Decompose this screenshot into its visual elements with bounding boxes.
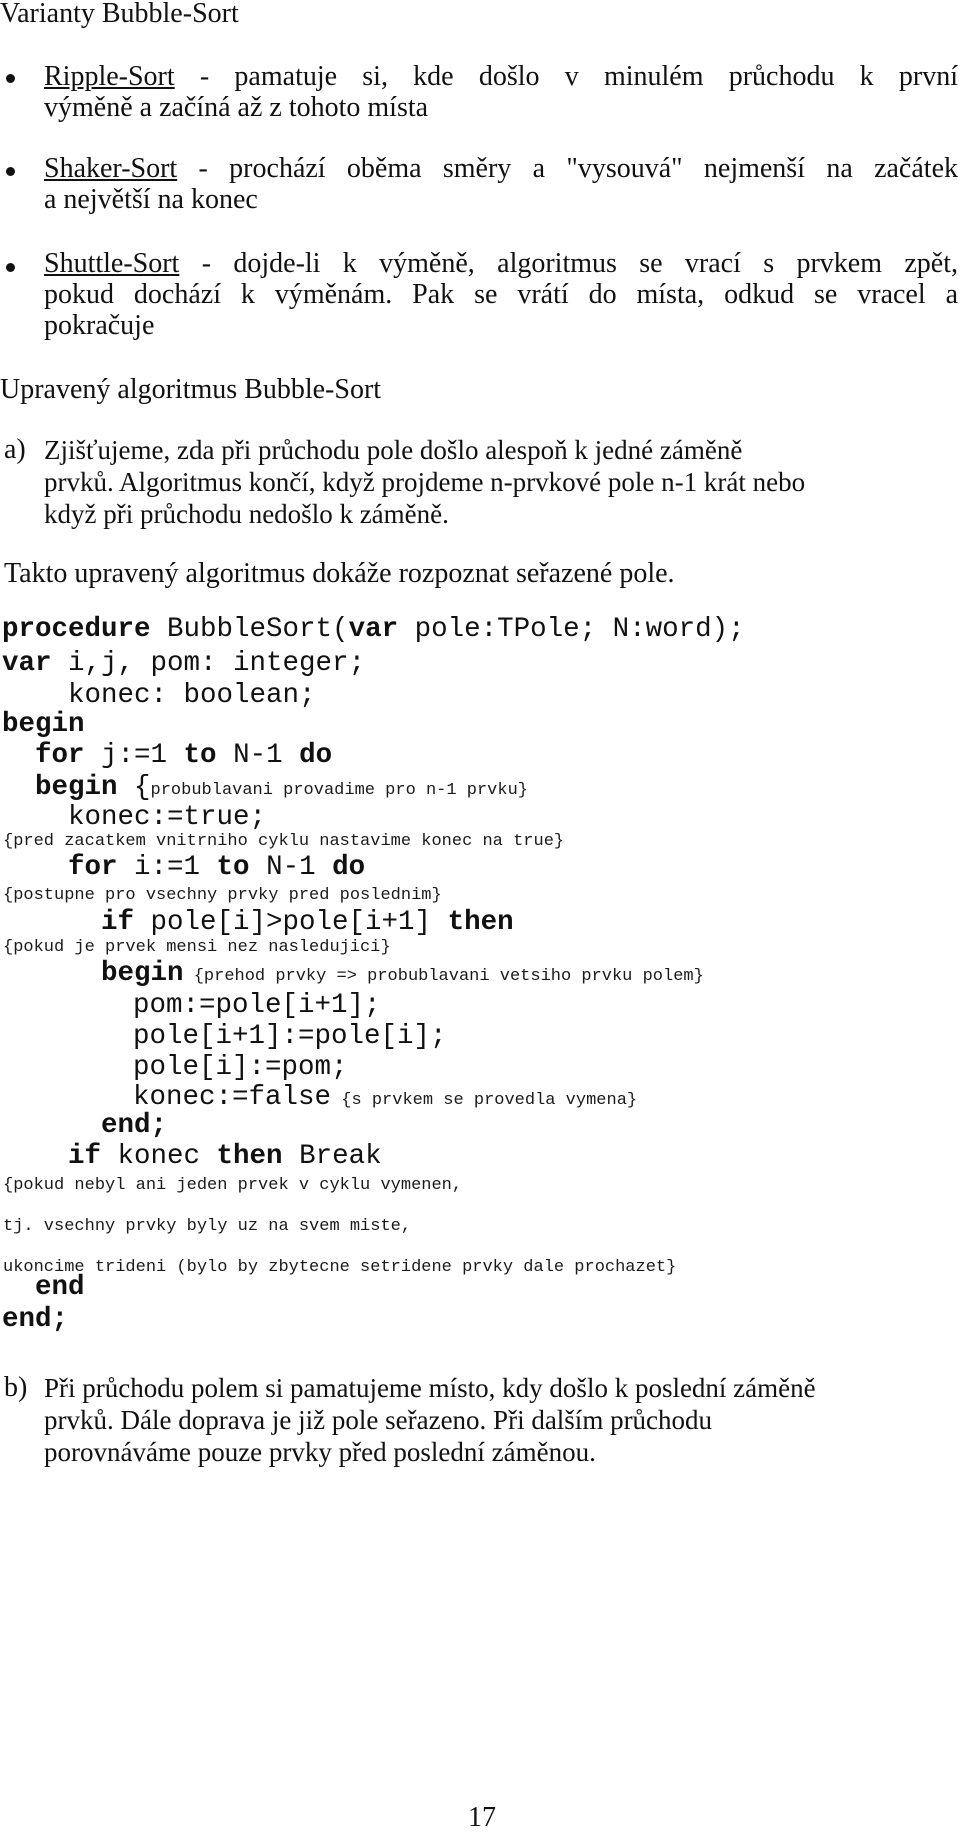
bullet-icon [6, 74, 15, 83]
point-a-marker: a) [4, 434, 26, 465]
variant-shaker-line2: a největší na konec [44, 184, 258, 215]
page-heading: Varianty Bubble-Sort [0, 0, 239, 29]
code-line-if-break: if konec then Break [68, 1141, 382, 1172]
bullet-icon [6, 167, 15, 176]
code-line-end-swap: end; [101, 1110, 168, 1141]
point-b-line2: prvků. Dále doprava je již pole seřazeno. Při dalším průchodu [44, 1405, 713, 1435]
code-line-for-inner: for i:=1 to N-1 do [68, 852, 366, 883]
point-b-line1: Při průchodu polem si pamatujeme místo, kdy došlo k poslední záměně [44, 1373, 816, 1403]
code-comment-nebyl: {pokud nebyl ani jeden prvek v cyklu vymenen, [3, 1176, 463, 1195]
code-line-for-outer: for j:=1 to N-1 do [35, 740, 333, 771]
code-line-swap2: pole[i+1]:=pole[i]; [133, 1021, 447, 1052]
variant-shuttle-line1: Shuttle-Sort - dojde-li k výměně, algoritmus se vrací s prvkem zpět, [44, 248, 958, 279]
code-line-if-compare: if pole[i]>pole[i+1] then [101, 907, 514, 938]
point-a-line1: Zjišťujeme, zda při průchodu pole došlo alespoň k jedné záměně [44, 435, 743, 465]
code-line-begin: begin [2, 709, 85, 740]
code-line-decl2: konec: boolean; [68, 680, 316, 711]
variant-shuttle-line2: pokud dochází k výměnám. Pak se vrátí do místa, odkud se vracel a [44, 279, 958, 310]
code-line-end-final: end; [2, 1304, 69, 1335]
point-b-marker: b) [4, 1372, 28, 1403]
bullet-icon [6, 263, 15, 272]
code-comment-postupne: {postupne pro vsechny prvky pred poslednim} [3, 886, 442, 905]
code-line-begin-outer: begin {probublavani provadime pro n-1 prvku} [35, 772, 528, 803]
code-comment-pred-zacatkem: {pred zacatkem vnitrniho cyklu nastavime konec na true} [3, 832, 565, 851]
code-line-konec-false: konec:=false {s prvkem se provedla vymena} [133, 1082, 638, 1113]
code-line-konec-true: konec:=true; [68, 802, 267, 833]
variant-shaker-line1: Shaker-Sort - prochází oběma směry a "vysouvá" nejmenší na začátek [44, 153, 958, 184]
summary-text: Takto upravený algoritmus dokáže rozpoznat seřazené pole. [4, 558, 675, 589]
page-number: 17 [468, 1802, 496, 1833]
point-b-line3: porovnáváme pouze prvky před poslední záměnou. [44, 1437, 596, 1467]
variant-ripple-name: Ripple-Sort [44, 61, 175, 92]
code-comment-ukoncime: ukoncime trideni (bylo by zbytecne setridene prvky dale prochazet} [3, 1258, 677, 1277]
variant-ripple-line1: Ripple-Sort - pamatuje si, kde došlo v minulém průchodu k první [44, 61, 958, 92]
point-a-line3: když při průchodu nedošlo k záměně. [44, 499, 449, 529]
variant-shuttle-name: Shuttle-Sort [44, 248, 180, 279]
variant-ripple-line2: výměně a začíná až z tohoto místa [44, 92, 429, 123]
point-a-line2: prvků. Algoritmus končí, když projdeme n-prvkové pole n-1 krát nebo [44, 467, 806, 497]
code-line-begin-swap: begin {prehod prvky => probublavani vetsiho prvku polem} [101, 958, 704, 989]
code-comment-pokud: {pokud je prvek mensi nez nasledujici} [3, 938, 391, 957]
code-line-swap3: pole[i]:=pom; [133, 1052, 348, 1083]
code-line-var: var i,j, pom: integer; [2, 648, 366, 679]
code-line-swap1: pom:=pole[i+1]; [133, 990, 381, 1021]
section-subheading: Upravený algoritmus Bubble-Sort [0, 374, 382, 405]
variant-shaker-name: Shaker-Sort [44, 153, 178, 184]
code-line-procedure: procedure BubbleSort(var pole:TPole; N:word); [2, 614, 745, 645]
code-line-end-outer: end [35, 1272, 85, 1303]
code-comment-vsechny: tj. vsechny prvky byly uz na svem miste, [3, 1217, 412, 1236]
variant-shuttle-line3: pokračuje [44, 310, 155, 341]
